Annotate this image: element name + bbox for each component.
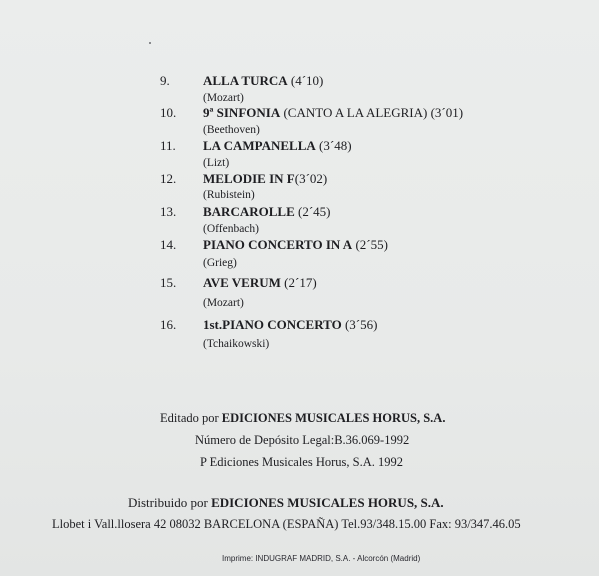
track-number: 13. [160,204,177,219]
paper-speck [149,42,151,44]
track-number: 14. [160,237,177,252]
track-number: 11. [160,138,176,153]
edited-by-line [160,411,445,426]
track-composer: (Rubistein) [203,189,255,201]
track-duration: (3´48) [315,138,352,153]
track-title-main: 9ª SINFONIA [203,105,281,120]
track-title-main: ALLA TURCA [203,73,288,88]
track-title [203,237,388,253]
track-title [203,105,463,121]
track-composer: (Lizt) [203,157,230,169]
track-number: 9. [160,73,170,88]
track-title [203,275,317,291]
legal-deposit: Número de Depósito Legal:B.36.069-1992 [195,433,410,447]
track-duration: (3´56) [341,317,378,332]
track-composer: (Tchaikowski) [203,338,270,350]
track-number: 16. [160,317,177,332]
track-title-main: 1st.PIANO CONCERTO [203,317,342,332]
printer-credit: Imprime: INDUGRAF MADRID, S.A. - Alcorcón (Madrid) [222,554,421,563]
edited-by-company: EDICIONES MUSICALES HORUS, S.A. [221,411,446,425]
track-duration: (2´45) [294,204,331,219]
track-number: 15. [160,275,177,290]
track-title [203,317,377,333]
track-composer: (Mozart) [203,92,244,104]
track-composer: (Mozart) [203,297,244,309]
track-title-main: PIANO CONCERTO IN A [203,237,353,252]
distributed-by-line [128,495,444,511]
track-duration: (2´55) [352,237,388,252]
track-duration: (3´02) [294,171,328,186]
track-duration: (4´10) [287,73,324,88]
edited-by-label: Editado por [160,411,222,425]
distributed-by-label: Distribuido por [128,495,212,510]
track-title-main: AVE VERUM [203,275,281,290]
track-number: 12. [160,171,177,186]
distributed-by-company: EDICIONES MUSICALES HORUS, S.A. [211,495,444,510]
copyright-notice: P Ediciones Musicales Horus, S.A. 1992 [200,455,403,469]
track-number: 10. [160,105,177,120]
track-title [203,138,352,154]
track-title [203,204,331,220]
track-title [203,73,323,89]
track-duration: (2´17) [280,275,317,290]
track-title-main: MELODIE IN F [203,171,295,186]
track-duration: (CANTO A LA ALEGRIA) (3´01) [280,105,464,120]
track-title-main: BARCAROLLE [203,204,295,219]
track-composer: (Beethoven) [203,124,260,136]
track-composer: (Offenbach) [203,223,259,235]
track-title [203,171,327,187]
contact-address: Llobet i Vall.llosera 42 08032 BARCELONA (ESPAÑA) Tel.93/348.15.00 Fax: 93/347.46.05 [52,517,521,531]
track-title-main: LA CAMPANELLA [203,138,316,153]
track-composer: (Grieg) [203,257,237,269]
